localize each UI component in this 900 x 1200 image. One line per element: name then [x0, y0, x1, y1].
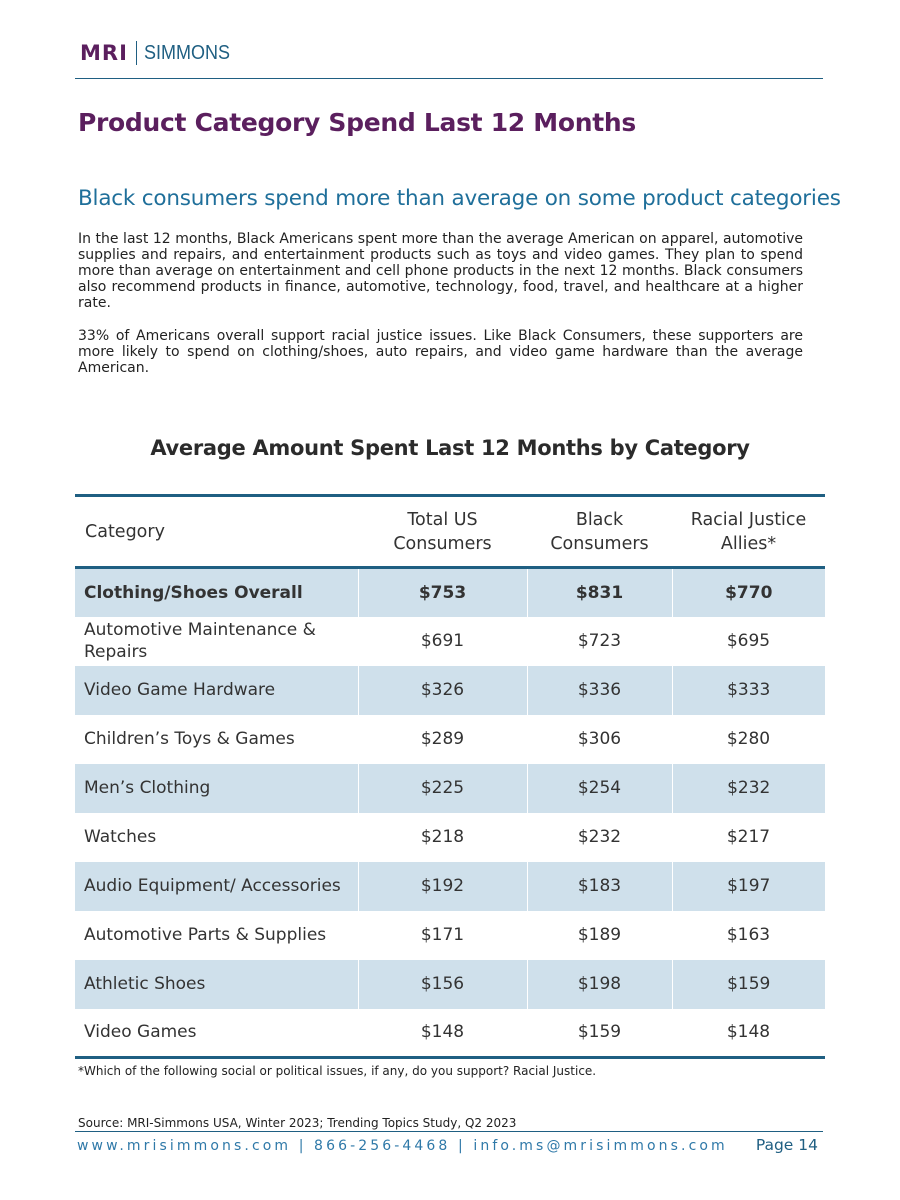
black-consumers-cell: $336 [527, 666, 672, 715]
allies-cell: $159 [672, 960, 825, 1009]
table-row [75, 666, 825, 715]
allies-cell: $148 [672, 1009, 825, 1058]
total-us-cell: $192 [358, 862, 527, 911]
total-us-cell: $148 [358, 1009, 527, 1058]
allies-cell: $197 [672, 862, 825, 911]
table-row [75, 715, 825, 764]
category-cell: Automotive Maintenance & Repairs [84, 620, 316, 662]
black-consumers-cell: $189 [577, 925, 622, 945]
logo-divider [136, 41, 137, 65]
table-footnote: *Which of the following social or political issues, if any, do you support? Racial Justice. [78, 1064, 597, 1078]
table-title: Average Amount Spent Last 12 Months by Category [150, 436, 750, 460]
header-black-consumers: Black Consumers [527, 496, 672, 568]
allies-cell: $217 [726, 827, 771, 847]
total-us-cell: $326 [358, 666, 527, 715]
black-consumers-cell: $232 [577, 827, 622, 847]
section-subtitle: Black consumers spend more than average on some product categories [78, 186, 841, 211]
category-cell: Video Game Hardware [75, 666, 358, 715]
source-note: Source: MRI-Simmons USA, Winter 2023; Trending Topics Study, Q2 2023 [78, 1116, 517, 1130]
total-us-cell: $289 [420, 729, 465, 749]
black-consumers-cell: $198 [527, 960, 672, 1009]
table-row [75, 911, 825, 960]
mri-simmons-logo [80, 40, 239, 66]
spend-table [75, 494, 825, 1059]
footer-contact: www.mrisimmons.com | 866-256-4468 | info.ms@mrisimmons.com [77, 1138, 728, 1154]
allies-cell: $280 [726, 729, 771, 749]
black-consumers-cell: $159 [527, 1009, 672, 1058]
table-row [75, 568, 825, 617]
total-us-cell: $156 [358, 960, 527, 1009]
category-cell: Men’s Clothing [75, 764, 358, 813]
allies-cell: $333 [672, 666, 825, 715]
total-us-cell: $753 [358, 568, 527, 617]
table-row [75, 764, 825, 813]
footer-divider [75, 1131, 823, 1132]
category-cell: Video Games [75, 1009, 358, 1058]
table-row [75, 862, 825, 911]
table-header-row [75, 496, 825, 568]
black-consumers-cell: $183 [527, 862, 672, 911]
category-cell: Clothing/Shoes Overall [75, 568, 358, 617]
page-title: Product Category Spend Last 12 Months [78, 108, 636, 137]
header-divider [75, 78, 823, 79]
total-us-cell: $171 [420, 925, 465, 945]
allies-cell: $163 [726, 925, 771, 945]
logo-simmons-text: SIMMONS [143, 41, 230, 64]
black-consumers-cell: $306 [577, 729, 622, 749]
table-row [75, 813, 825, 862]
table-row [75, 617, 825, 666]
logo-mri-text: MRI [80, 41, 128, 65]
black-consumers-cell: $254 [527, 764, 672, 813]
total-us-cell: $225 [358, 764, 527, 813]
allies-cell: $695 [726, 631, 771, 651]
total-us-cell: $691 [420, 631, 465, 651]
page-number: Page 14 [755, 1136, 818, 1154]
black-consumers-cell: $723 [577, 631, 622, 651]
category-cell: Automotive Parts & Supplies [84, 925, 327, 945]
category-cell: Watches [84, 827, 157, 847]
category-cell: Athletic Shoes [75, 960, 358, 1009]
category-cell: Children’s Toys & Games [84, 729, 295, 749]
table-row [75, 1009, 825, 1058]
allies-cell: $770 [672, 568, 825, 617]
black-consumers-cell: $831 [527, 568, 672, 617]
table-row [75, 960, 825, 1009]
header-category: Category [75, 496, 358, 568]
total-us-cell: $218 [420, 827, 465, 847]
header-total-us: Total US Consumers [358, 496, 527, 568]
category-cell: Audio Equipment/ Accessories [75, 862, 358, 911]
allies-cell: $232 [672, 764, 825, 813]
allies-paragraph: 33% of Americans overall support racial justice issues. Like Black Consumers, these supporters are more likely to spend on clothing/shoes, auto repairs, and video game hardware than the average American. [78, 328, 803, 376]
intro-paragraph: In the last 12 months, Black Americans spent more than the average American on apparel, automotive supplies and repairs, and entertainment products such as toys and video games. They plan to spend more than average on entertainment and cell phone products in the next 12 months. Black consumers also recommend products in finance, automotive, technology, food, travel, and healthcare at a higher rate. [78, 231, 803, 311]
header-racial-justice-allies: Racial Justice Allies* [672, 496, 825, 568]
